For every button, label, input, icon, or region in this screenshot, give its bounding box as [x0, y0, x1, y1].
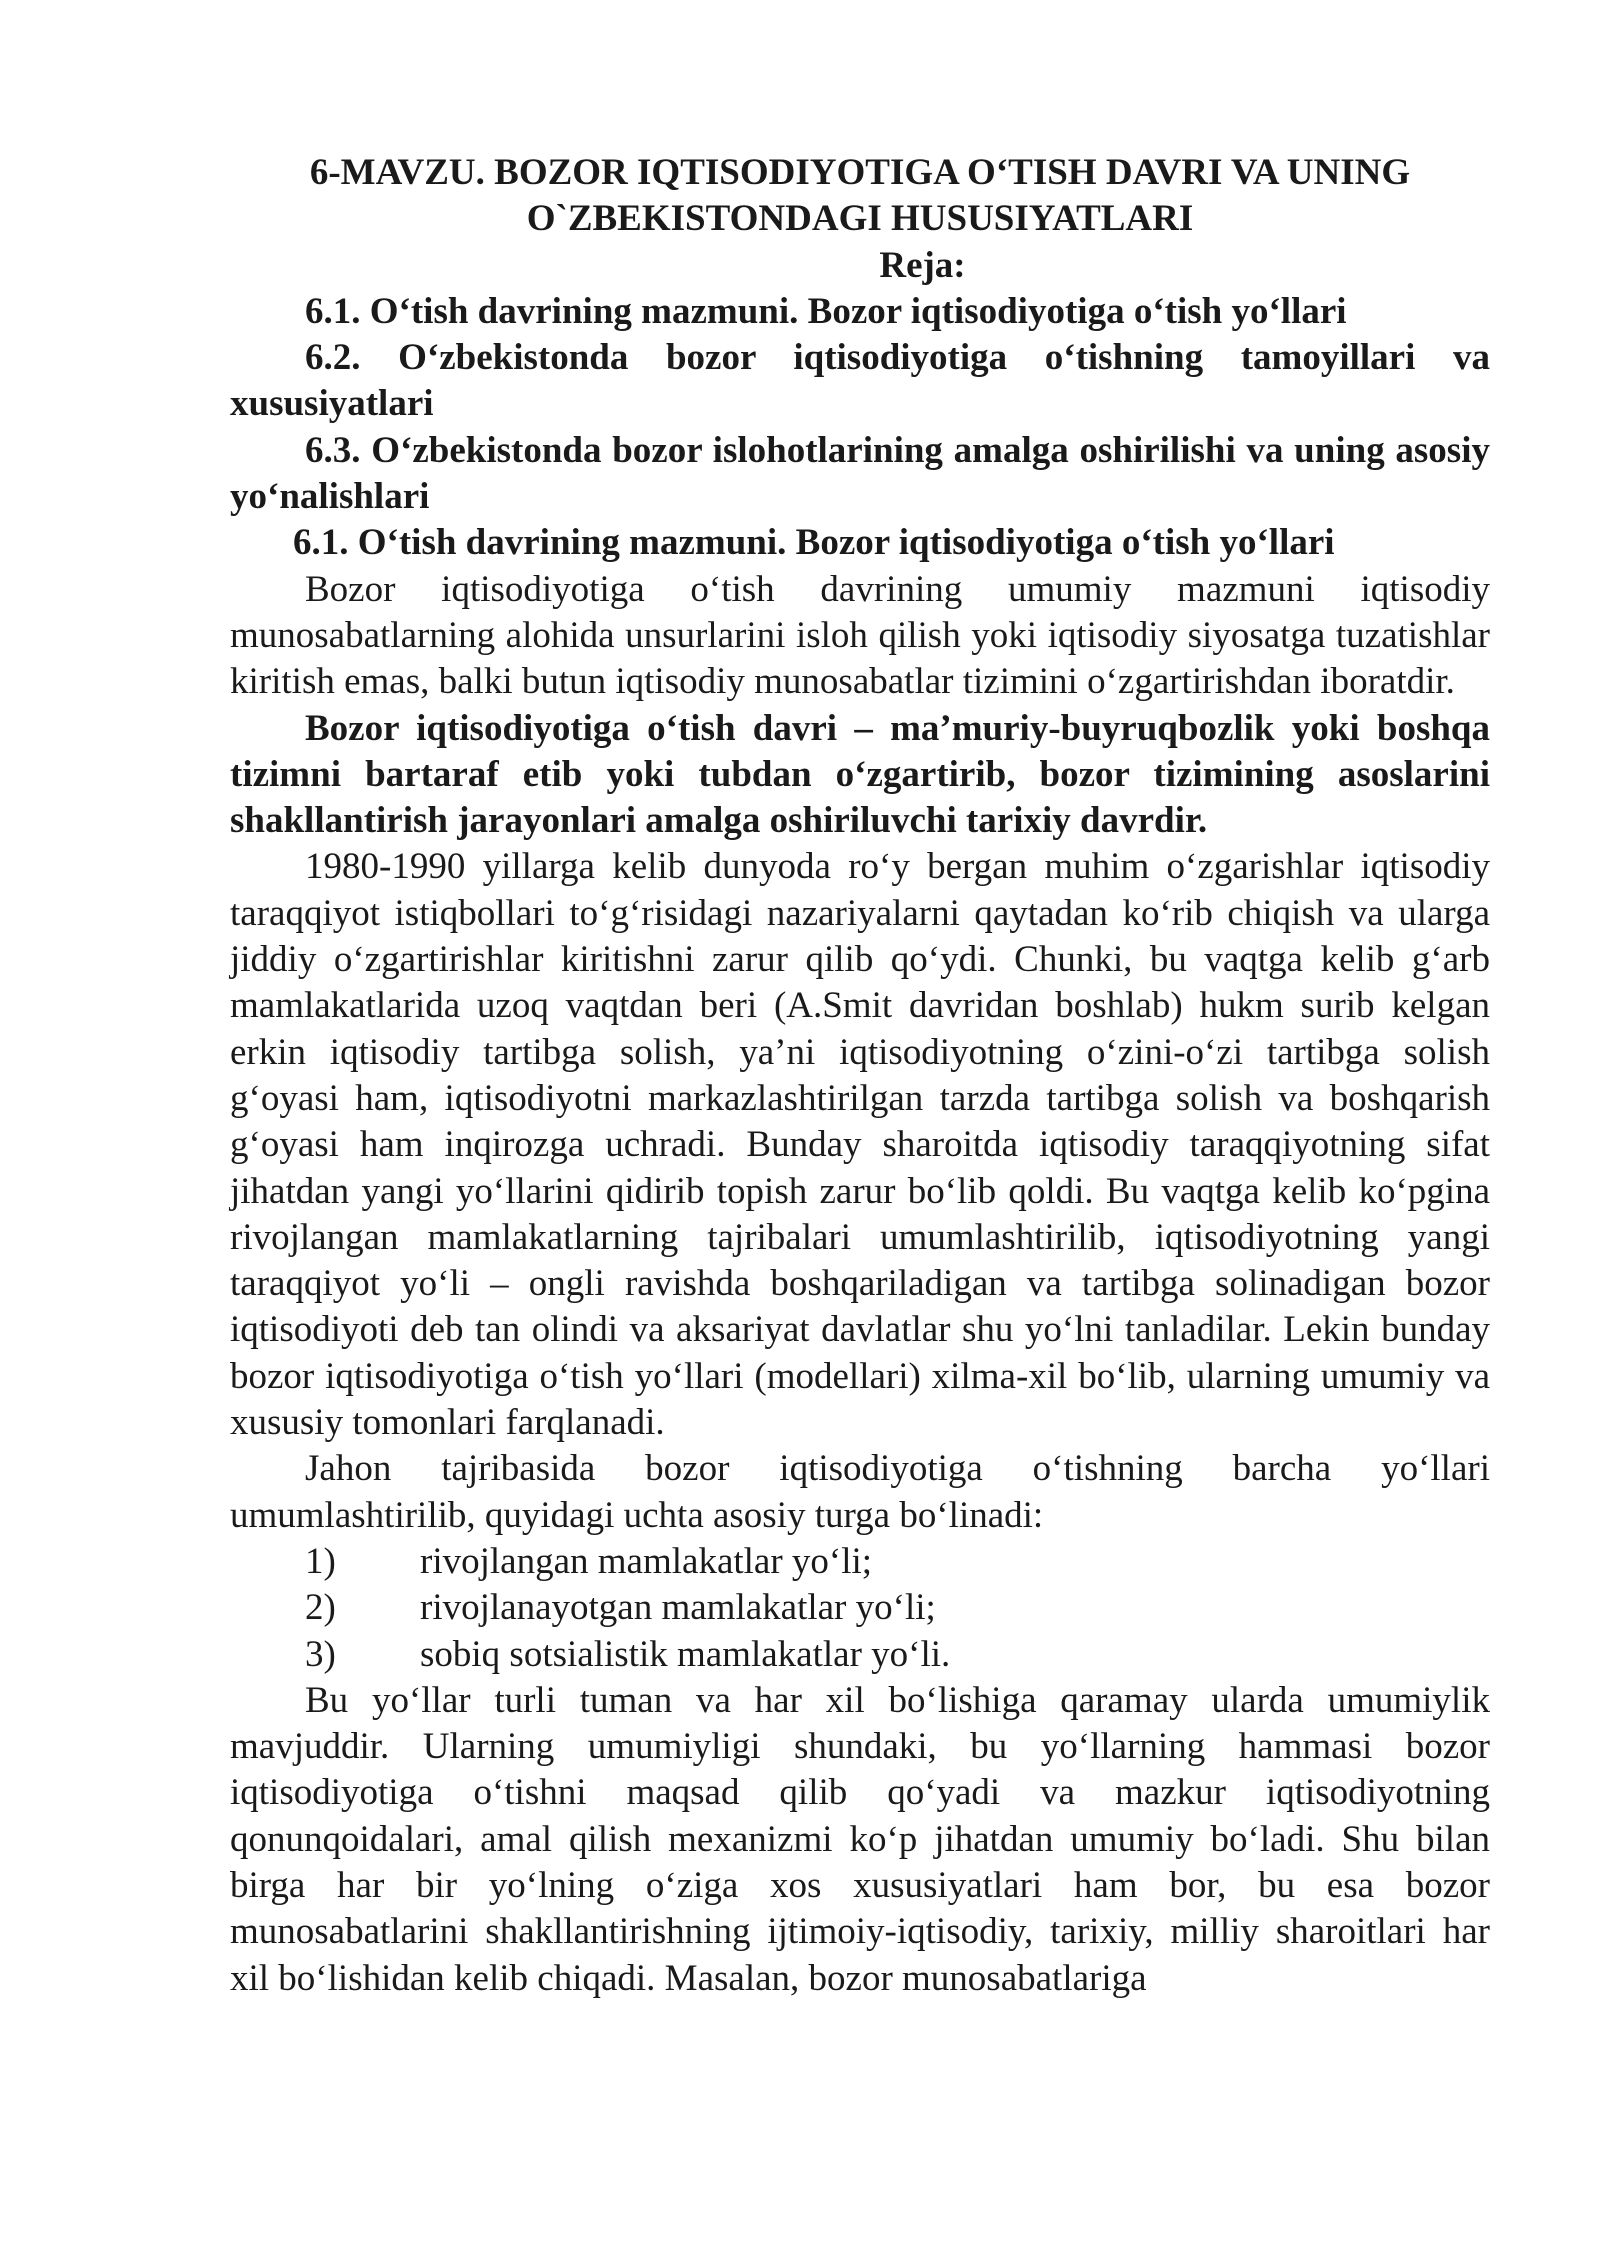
paragraph-3: 1980-1990 yillarga kelib dunyoda ro‘y bergan muhim o‘zgarishlar iqtisodiy taraqqiyot istiqbollari to‘g‘risidagi nazariyalarni qaytadan ko‘rib chiqish va ularga jiddiy o‘zgartirishlar kiritishni zarur qilib qo‘ydi. Chunki, bu vaqtga kelib g‘arb mamlakatlarida uzoq vaqtdan beri (A.Smit davridan boshlab) hukm surib kelgan erkin iqtisodiy tartibga solish, ya’ni iqtisodiyotning o‘zini-o‘zi tartibga solish g‘oyasi ham, iqtisodiyotni markazlashtirilgan tarzda tartibga solish va boshqarish g‘oyasi ham inqirozga uchradi. Bunday sharoitda iqtisodiy taraqqiyotning sifat jihatdan yangi yo‘llarini qidirib topish zarur bo‘lib qoldi. Bu vaqtga kelib ko‘pgina rivojlangan mamlakatlarning tajribalari umumlashtirilib, iqtisodiyotning yangi taraqqiyot yo‘li – ongli ravishda boshqariladigan va tartibga solinadigan bozor iqtisodiyoti deb tan olindi va aksariyat davlatlar shu yo‘lni tanladilar. Lekin bunday bozor iqtisodiyotiga o‘tish yo‘llari (modellari) xilma-xil bo‘lib, ularning umumiy va xususiy tomonlari farqlanadi.	[230, 846, 1490, 1444]
definition-paragraph: Bozor iqtisodiyotiga o‘tish davri – ma’muriy-buyruqbozlik yoki boshqa tizimni bartaraf etib yoki tubdan o‘zgartirib, bozor tizimining asoslarini shakllantirish jarayonlari amalga oshiriluvchi tarixiy davrdir.	[230, 707, 1490, 842]
list-item-number: 3)	[305, 1633, 336, 1675]
list-item	[230, 1632, 1490, 1678]
title-line-2: O`ZBEKISTONDAGI HUSUSIYATLARI	[526, 198, 1194, 240]
paragraph-4: Jahon tajribasida bozor iqtisodiyotiga o‘tishning barcha yo‘llari umumlashtirilib, quyidagi uchta asosiy turga bo‘linadi:	[230, 1448, 1490, 1536]
list-item	[230, 1539, 1490, 1585]
list-item-text: rivojlangan mamlakatlar yo‘li;	[420, 1540, 873, 1582]
title-line-1: 6-MAVZU. BOZOR IQTISODIYOTIGA O‘TISH DAVRI VA UNING	[309, 152, 1411, 193]
numbered-list	[230, 1539, 1490, 1678]
document-page	[230, 150, 1490, 2002]
plan-item-3: 6.3. O‘zbekistonda bozor islohotlarining amalga oshirilishi va uning asosiy yo‘nalishlari	[230, 429, 1490, 518]
list-item-number: 2)	[305, 1587, 336, 1629]
list-item-text: rivojlanayotgan mamlakatlar yo‘li;	[420, 1587, 936, 1629]
list-item	[230, 1585, 1490, 1631]
plan-item-2: 6.2. O‘zbekistonda bozor iqtisodiyotiga o‘tishning tamoyillari va xususiyatlari	[230, 337, 1490, 425]
plan-item-1: 6.1. O‘tish davrining mazmuni. Bozor iqtisodiyotiga o‘tish yo‘llari	[305, 290, 1347, 332]
plan-heading: Reja:	[879, 244, 966, 286]
final-paragraph: Bu yo‘llar turli tuman va har xil bo‘lishiga qaramay ularda umumiylik mavjuddir. Ularning umumiyligi shundaki, bu yo‘llarning hammasi bozor iqtisodiyotiga o‘tishni maqsad qilib qo‘yadi va mazkur iqtisodiyotning qonunqoidalari, amal qilish mexanizmi ko‘p jihatdan umumiy bo‘ladi. Shu bilan birga har bir yo‘lning o‘ziga xos xususiyatlari ham bor, bu esa bozor munosabatlarini shakllantirishning ijtimoiy-iqtisodiy, tarixiy, milliy sharoitlari har xil bo‘lishidan kelib chiqadi. Masalan, bozor munosabatlariga	[230, 1679, 1490, 1999]
list-item-number: 1)	[305, 1540, 336, 1582]
list-item-text: sobiq sotsialistik mamlakatlar yo‘li.	[420, 1633, 951, 1675]
section-heading: 6.1. O‘tish davrining mazmuni. Bozor iqtisodiyotiga o‘tish yo‘llari	[293, 522, 1335, 564]
document-title	[230, 150, 1490, 243]
paragraph-1: Bozor iqtisodiyotiga o‘tish davrining umumiy mazmuni iqtisodiy munosabatlarning alohida unsurlarini isloh qilish yoki iqtisodiy siyosatga tuzatishlar kiritish emas, balki butun iqtisodiy munosabatlar tizimini o‘zgartirishdan iboratdir.	[230, 568, 1490, 703]
